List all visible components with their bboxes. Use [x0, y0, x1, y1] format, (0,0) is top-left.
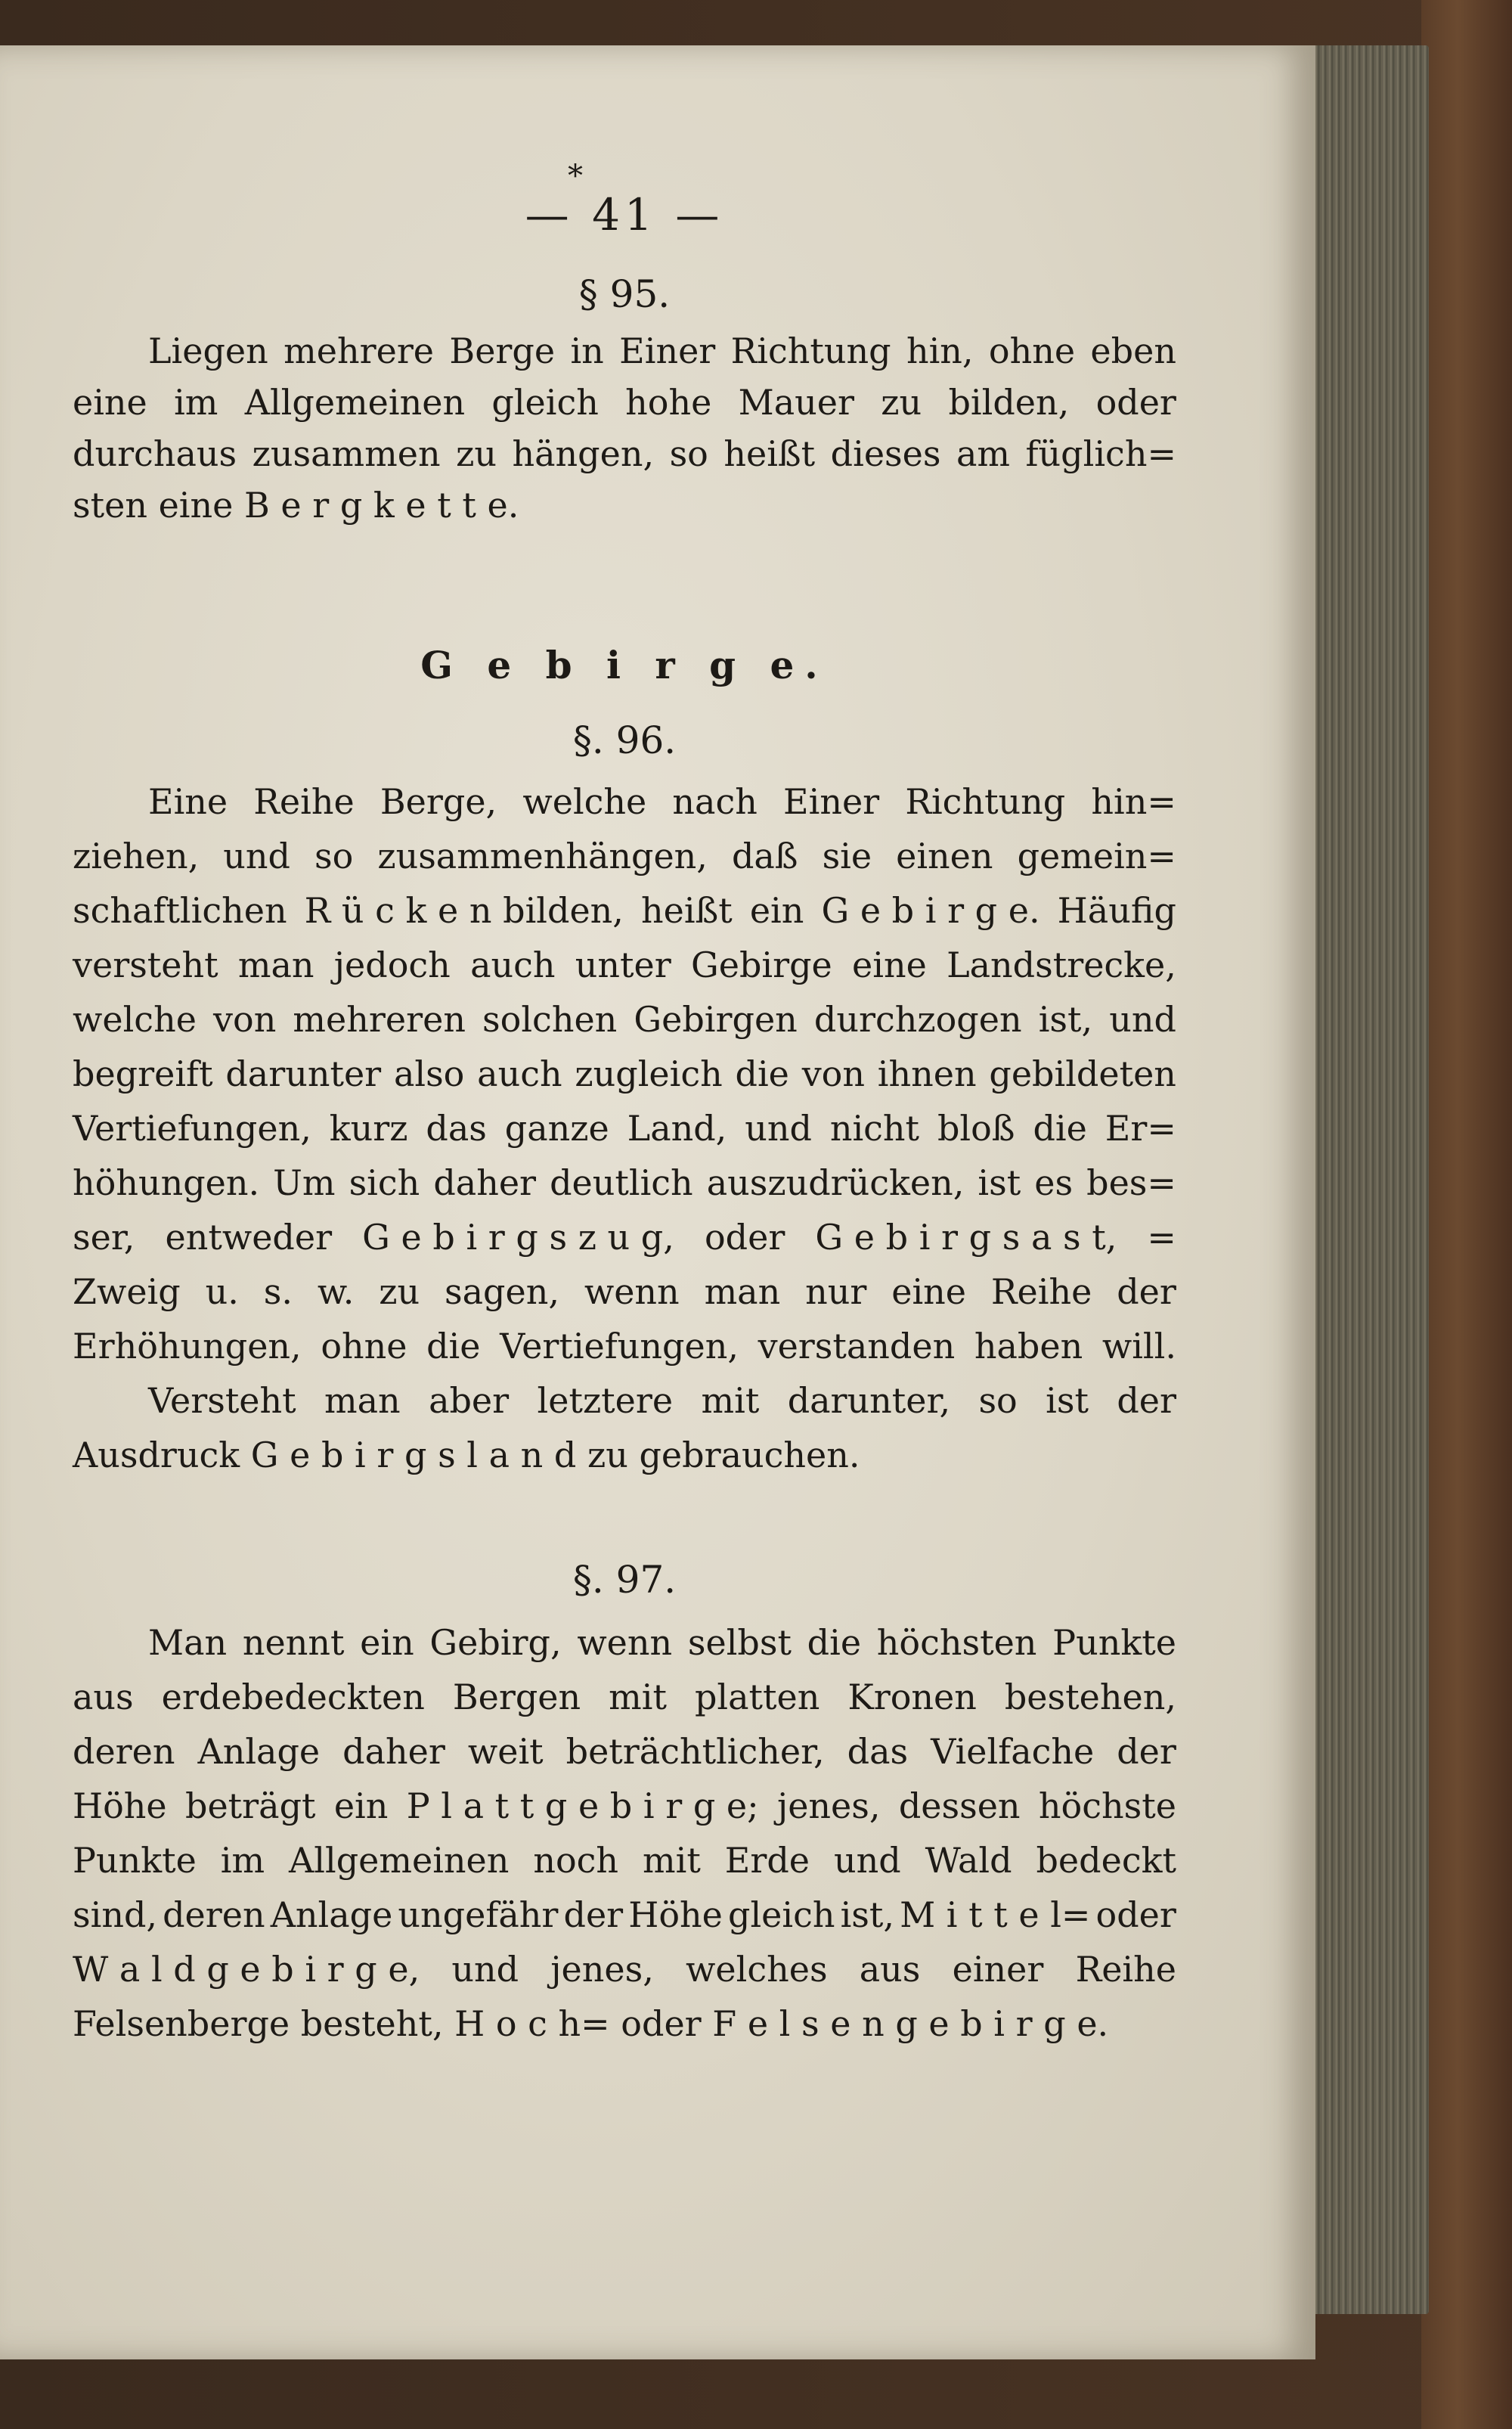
para-97-line-1: Man nennt ein Gebirg, wenn selbst die höchsten Punkte [148, 1622, 1176, 1663]
page-number: — 41 — [525, 189, 724, 240]
para-96-line-4: versteht man jedoch auch unter Gebirge eine Landstrecke, [73, 945, 1176, 985]
para-97-line-7: W a l d g e b i r g e, und jenes, welches aus einer Reihe [73, 1949, 1176, 1990]
para-95-line-1: Liegen mehrere Berge in Einer Richtung hin, ohne eben [148, 330, 1176, 371]
ink-mark: * [568, 159, 583, 194]
book-page [0, 45, 1315, 2359]
para-96-line-13: Ausdruck G e b i r g s l a n d zu gebrauchen. [73, 1435, 860, 1475]
para-97-line-8: Felsenberge besteht, H o c h= oder F e l s e n g e b i r g e. [73, 2003, 1109, 2044]
section-label-97: §. 97. [572, 1558, 677, 1602]
para-97-line-4: Höhe beträgt ein P l a t t g e b i r g e; jenes, dessen höchste [73, 1785, 1176, 1826]
para-96-line-9: ser, entweder G e b i r g s z u g, oder G e b i r g s a s t, = [73, 1217, 1176, 1258]
para-96-line-2: ziehen, und so zusammenhängen, daß sie einen gemein= [73, 836, 1176, 876]
para-96-line-5: welche von mehreren solchen Gebirgen durchzogen ist, und [73, 999, 1176, 1040]
para-96-line-8: höhungen. Um sich daher deutlich auszudrücken, ist es bes= [73, 1162, 1176, 1203]
section-label-96: §. 96. [572, 718, 677, 762]
para-96-line-6: begreift darunter also auch zugleich die von ihnen gebildeten [73, 1053, 1176, 1094]
para-95-line-3: durchaus zusammen zu hängen, so heißt dieses am füglich= [73, 433, 1176, 474]
para-96-line-11: Erhöhungen, ohne die Vertiefungen, verstanden haben will. [73, 1326, 1176, 1367]
para-96-line-1: Eine Reihe Berge, welche nach Einer Richtung hin= [148, 781, 1176, 822]
para-97-line-6: sind, deren Anlage ungefähr der Höhe gleich ist, M i t t e l= oder [73, 1894, 1176, 1935]
heading-gebirge: G e b i r g e. [420, 643, 829, 687]
para-97-line-5: Punkte im Allgemeinen noch mit Erde und Wald bedeckt [73, 1840, 1176, 1881]
page-edges [1300, 45, 1429, 2314]
para-96-line-7: Vertiefungen, kurz das ganze Land, und nicht bloß die Er= [73, 1108, 1176, 1149]
para-97-line-2: aus erdebedeckten Bergen mit platten Kronen bestehen, [73, 1677, 1176, 1717]
para-96-line-12: Versteht man aber letztere mit darunter, so ist der [148, 1380, 1176, 1421]
section-label-95: § 95. [578, 272, 671, 316]
para-95-line-2: eine im Allgemeinen gleich hohe Mauer zu bilden, oder [73, 382, 1176, 423]
para-97-line-3: deren Anlage daher weit beträchtlicher, das Vielfache der [73, 1731, 1176, 1772]
para-96-line-3: schaftlichen R ü c k e n bilden, heißt ein G e b i r g e. Häufig [73, 890, 1176, 931]
para-96-line-10: Zweig u. s. w. zu sagen, wenn man nur eine Reihe der [73, 1271, 1176, 1312]
book-cover-edge [1421, 0, 1512, 2429]
para-95-line-4: sten eine B e r g k e t t e. [73, 485, 519, 526]
